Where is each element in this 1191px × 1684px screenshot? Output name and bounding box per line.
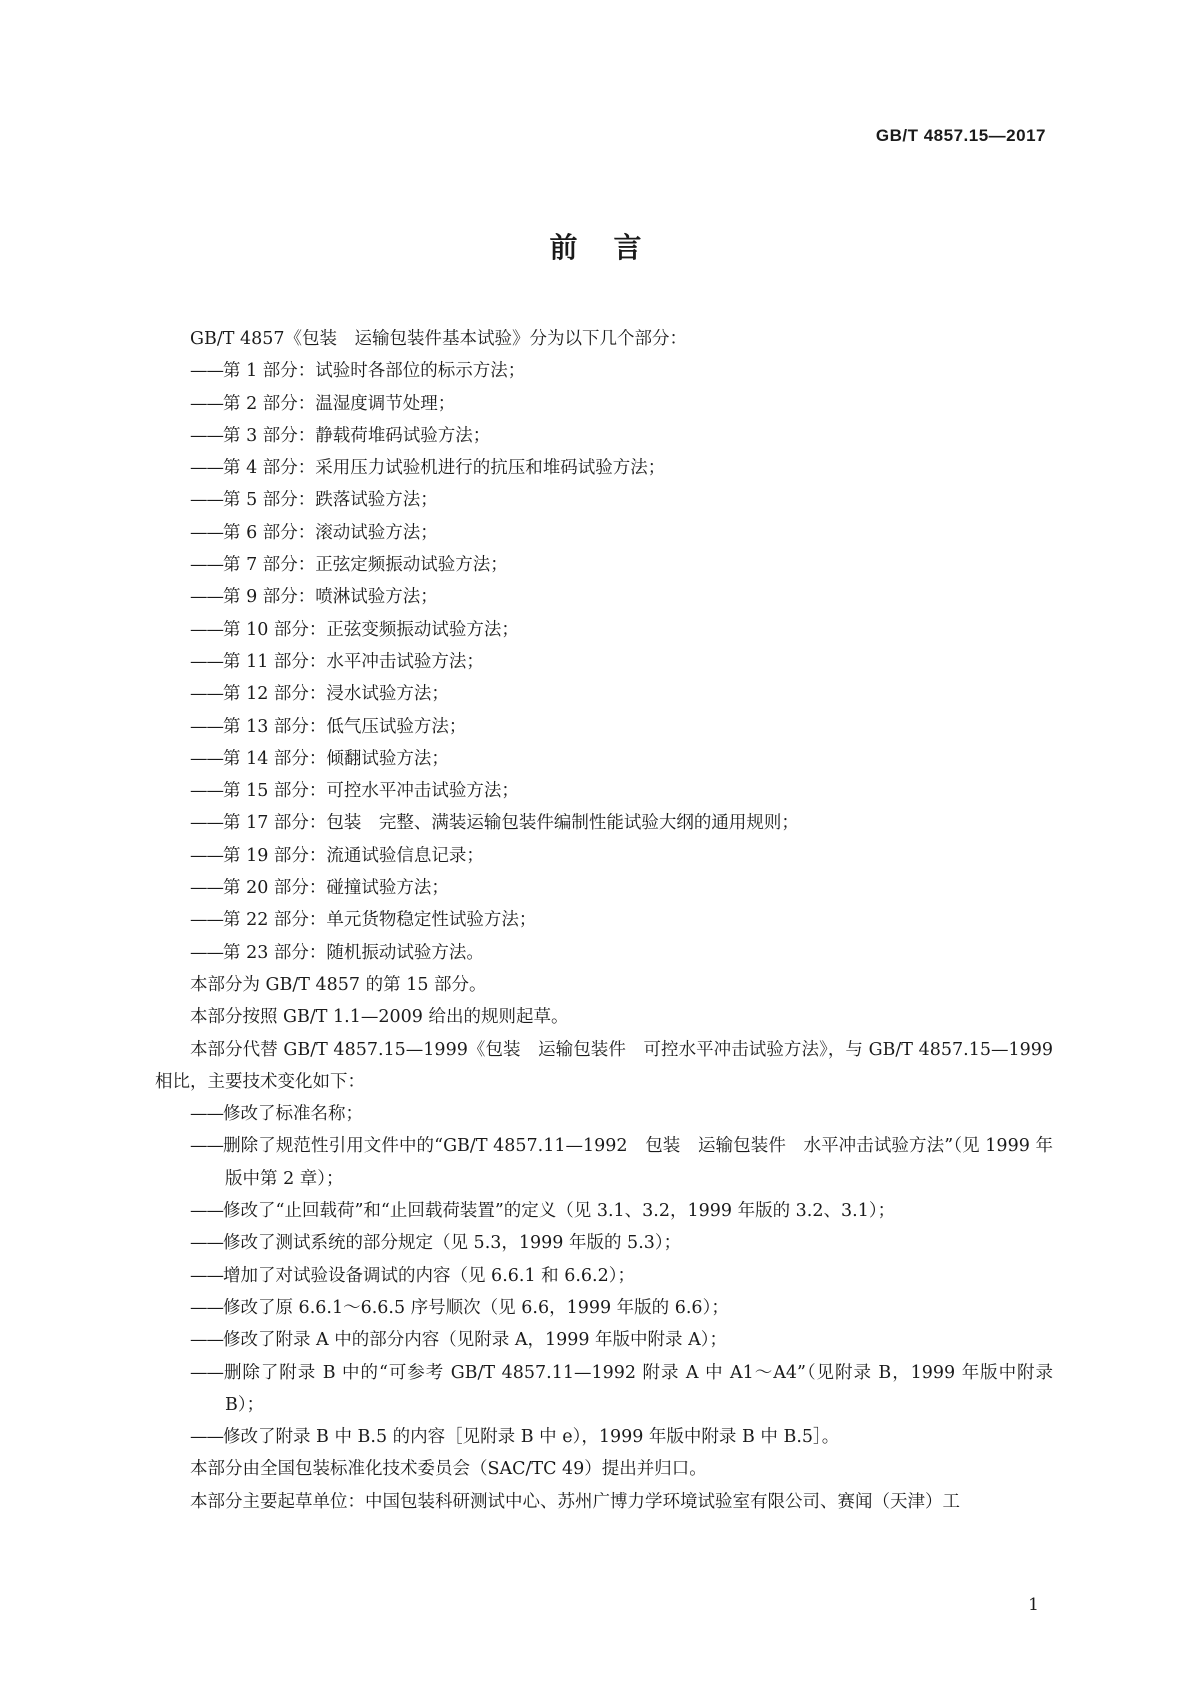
standard-code: GB/T 4857.15—2017 [875, 126, 1046, 145]
list-dash: —— [190, 458, 223, 479]
list-item-text: 修改了原 6.6.1～6.6.5 序号顺次（见 6.6，1999 年版的 6.6）； [223, 1297, 729, 1318]
list-item [155, 452, 1053, 484]
list-dash: —— [190, 619, 223, 640]
list-item-text: 修改了附录 A 中的部分内容（见附录 A，1999 年版中附录 A）； [223, 1330, 728, 1351]
list-dash: —— [190, 684, 223, 705]
list-item [155, 678, 1053, 710]
list-item-text: 第 1 部分：试验时各部位的标示方法； [223, 361, 526, 382]
list-item [155, 1098, 1053, 1130]
list-item [155, 1292, 1053, 1324]
list-item-text: 第 10 部分：正弦变频振动试验方法； [223, 619, 519, 640]
list-dash: —— [190, 1362, 223, 1383]
list-item [155, 420, 1053, 452]
list-dash: —— [190, 1233, 223, 1254]
list-dash: —— [190, 522, 223, 543]
page-title: 前言 [549, 231, 678, 264]
list-item [155, 646, 1053, 678]
list-item-text: 第 4 部分：采用压力试验机进行的抗压和堆码试验方法； [223, 458, 666, 479]
list-dash: —— [190, 813, 223, 834]
list-item [155, 388, 1053, 420]
list-item-text: 第 6 部分：滚动试验方法； [223, 522, 438, 543]
list-item [155, 484, 1053, 516]
list-item-text: 第 17 部分：包装 完整、满装运输包装件编制性能试验大纲的通用规则； [223, 813, 799, 834]
changes-list [155, 1098, 1053, 1453]
list-dash: —— [190, 425, 223, 446]
list-dash: —— [190, 1330, 223, 1351]
list-item [155, 1324, 1053, 1356]
list-item [155, 517, 1053, 549]
list-item-text: 第 12 部分：浸水试验方法； [223, 684, 449, 705]
list-dash: —— [190, 748, 223, 769]
list-item [155, 937, 1053, 969]
page-number: 1 [1028, 1595, 1039, 1615]
drafting-rules-paragraph: 本部分按照 GB/T 1.1—2009 给出的规则起草。 [190, 1007, 569, 1028]
list-item [155, 1260, 1053, 1292]
list-item-text: 第 13 部分：低气压试验方法； [223, 716, 467, 737]
proposed-by-paragraph: 本部分由全国包装标准化技术委员会（SAC/TC 49）提出并归口。 [190, 1459, 707, 1480]
list-item-text: 修改了测试系统的部分规定（见 5.3，1999 年版的 5.3）； [223, 1233, 682, 1254]
list-item [155, 1357, 1053, 1422]
list-item [155, 355, 1053, 387]
list-item [155, 711, 1053, 743]
list-dash: —— [190, 781, 223, 802]
intro-paragraph: GB/T 4857《包装 运输包装件基本试验》分为以下几个部分： [190, 329, 688, 349]
list-dash: —— [190, 910, 223, 931]
drafters-paragraph: 本部分主要起草单位：中国包装科研测试中心、苏州广博力学环境试验室有限公司、赛闻（天津）工 [190, 1491, 960, 1512]
list-item [155, 1421, 1053, 1453]
list-item-text: 第 11 部分：水平冲击试验方法； [223, 651, 484, 672]
list-item-text: 第 23 部分：随机振动试验方法。 [223, 942, 484, 963]
list-item [155, 904, 1053, 936]
list-item-text: 修改了附录 B 中 B.5 的内容［见附录 B 中 e），1999 年版中附录 B 中 B.5］。 [223, 1427, 840, 1448]
list-item [155, 1195, 1053, 1227]
list-item [155, 614, 1053, 646]
list-dash: —— [190, 845, 223, 866]
list-dash: —— [190, 1136, 223, 1157]
list-dash: —— [190, 555, 223, 576]
list-item [155, 743, 1053, 775]
list-item-text: 第 22 部分：单元货物稳定性试验方法； [223, 910, 537, 931]
list-item [155, 1130, 1053, 1195]
list-dash: —— [190, 361, 223, 382]
list-item-text: 第 20 部分：碰撞试验方法； [223, 878, 449, 899]
list-dash: —— [190, 1265, 223, 1286]
list-item-text: 第 14 部分：倾翻试验方法； [223, 748, 449, 769]
list-item-text: 第 2 部分：温湿度调节处理； [223, 393, 456, 414]
list-item [155, 872, 1053, 904]
list-dash: —— [190, 651, 223, 672]
list-dash: —— [190, 587, 223, 608]
list-item-text: 第 19 部分：流通试验信息记录； [223, 845, 484, 866]
list-dash: —— [190, 1297, 223, 1318]
list-dash: —— [190, 393, 223, 414]
list-item-text: 删除了附录 B 中的“可参考 GB/T 4857.11—1992 附录 A 中 A1～A4”（见附录 B，1999 年版中附录 B）； [223, 1362, 1053, 1415]
list-dash: —— [190, 1427, 223, 1448]
list-item-text: 第 7 部分：正弦定频振动试验方法； [223, 555, 508, 576]
list-item [155, 840, 1053, 872]
list-item [155, 807, 1053, 839]
list-item-text: 第 5 部分：跌落试验方法； [223, 490, 438, 511]
list-item [155, 775, 1053, 807]
parts-list [155, 355, 1053, 969]
list-item-text: 第 15 部分：可控水平冲击试验方法； [223, 781, 519, 802]
list-dash: —— [190, 1201, 223, 1222]
list-dash: —— [190, 490, 223, 511]
list-dash: —— [190, 1104, 223, 1125]
list-item [155, 1227, 1053, 1259]
replaces-paragraph: 本部分代替 GB/T 4857.15—1999《包装 运输包装件 可控水平冲击试验方法》，与 GB/T 4857.15—1999 相比，主要技术变化如下： [155, 1039, 1053, 1092]
list-dash: —— [190, 942, 223, 963]
list-item-text: 第 3 部分：静载荷堆码试验方法； [223, 425, 491, 446]
foreword-body [155, 323, 1053, 1518]
list-item-text: 修改了“止回载荷”和“止回载荷装置”的定义（见 3.1、3.2，1999 年版的 3.2、3.1）； [223, 1201, 896, 1222]
list-item [155, 549, 1053, 581]
list-item-text: 修改了标准名称； [223, 1104, 363, 1125]
list-item-text: 第 9 部分：喷淋试验方法； [223, 587, 438, 608]
list-item [155, 581, 1053, 613]
list-dash: —— [190, 716, 223, 737]
list-dash: —— [190, 878, 223, 899]
list-item-text: 增加了对试验设备调试的内容（见 6.6.1 和 6.6.2）； [223, 1265, 635, 1286]
list-item-text: 删除了规范性引用文件中的“GB/T 4857.11—1992 包装 运输包装件 水平冲击试验方法”（见 1999 年版中第 2 章）； [223, 1136, 1053, 1189]
part-of-paragraph: 本部分为 GB/T 4857 的第 15 部分。 [190, 974, 487, 995]
